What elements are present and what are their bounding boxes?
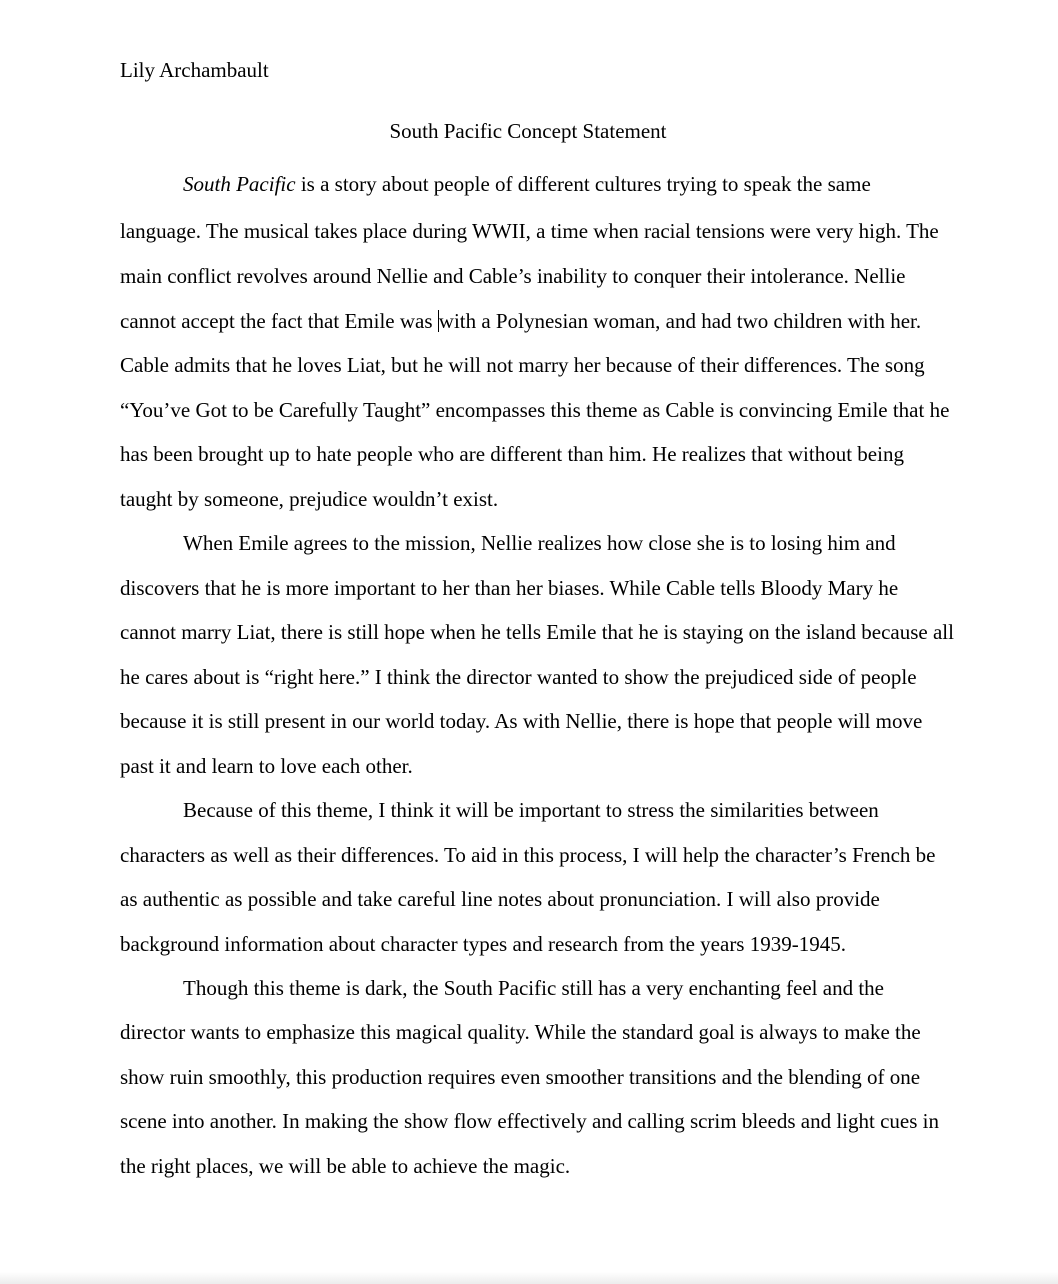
paragraph-1-line-7: has been brought up to hate people who are different than him. He realizes that without being — [120, 442, 904, 466]
paragraph-3-line-3: as authentic as possible and take careful line notes about pronunciation. I will also provide — [120, 887, 880, 911]
paragraph-1-line-8: taught by someone, prejudice wouldn’t exist. — [120, 487, 499, 511]
page-bottom-edge — [0, 1272, 1058, 1284]
paragraph-4-line-1: Though this theme is dark, the South Pacific still has a very enchanting feel and the — [183, 976, 884, 1000]
paragraph-3-line-1: Because of this theme, I think it will be important to stress the similarities between — [183, 798, 879, 822]
paragraph-1-line-2: language. The musical takes place during WWII, a time when racial tensions were very high. The — [120, 219, 939, 243]
paragraph-3-line-4: background information about character types and research from the years 1939-1945. — [120, 932, 846, 956]
paragraph-2-line-6: past it and learn to love each other. — [120, 754, 413, 778]
paragraph-3-line-2: characters as well as their differences. To aid in this process, I will help the character’s French be — [120, 843, 936, 867]
paragraph-4-line-4: scene into another. In making the show flow effectively and calling scrim bleeds and light cues in — [120, 1109, 939, 1133]
paragraph-4-line-2: director wants to emphasize this magical quality. While the standard goal is always to make the — [120, 1020, 921, 1044]
paragraph-2-line-2: discovers that he is more important to her than her biases. While Cable tells Bloody Mary he — [120, 576, 899, 600]
document-title: South Pacific Concept Statement — [389, 119, 667, 143]
paragraph-1-line-4 — [120, 308, 921, 334]
show-title-italic: South Pacific — [183, 172, 296, 196]
paragraph-1-line-5: Cable admits that he loves Liat, but he will not marry her because of their differences. The song — [120, 353, 925, 377]
paragraph-4-line-3: show ruin smoothly, this production requires even smoother transitions and the blending of one — [120, 1065, 921, 1089]
paragraph-1-line-1-text: is a story about people of different cultures trying to speak the same — [295, 172, 871, 196]
paragraph-2-line-5: because it is still present in our world today. As with Nellie, there is hope that people will move — [120, 709, 923, 733]
paragraph-2-line-3: cannot marry Liat, there is still hope when he tells Emile that he is staying on the island because all — [120, 620, 954, 644]
paragraph-4-line-5: the right places, we will be able to achieve the magic. — [120, 1154, 571, 1178]
author-name: Lily Archambault — [120, 58, 269, 82]
paragraph-1-line-3: main conflict revolves around Nellie and Cable’s inability to conquer their intolerance. Nellie — [120, 264, 906, 288]
paragraph-1-line-6: “You’ve Got to be Carefully Taught” encompasses this theme as Cable is convincing Emile that he — [120, 398, 950, 422]
paragraph-2-line-1: When Emile agrees to the mission, Nellie realizes how close she is to losing him and — [183, 531, 896, 555]
paragraph-1-line-4-text-a: cannot accept the fact that Emile was — [120, 309, 438, 333]
paragraph-1-line-1 — [183, 171, 871, 197]
paragraph-1-line-4-text-b: with a Polynesian woman, and had two children with her. — [438, 309, 922, 333]
paragraph-2-line-4: he cares about is “right here.” I think the director wanted to show the prejudiced side of people — [120, 665, 917, 689]
